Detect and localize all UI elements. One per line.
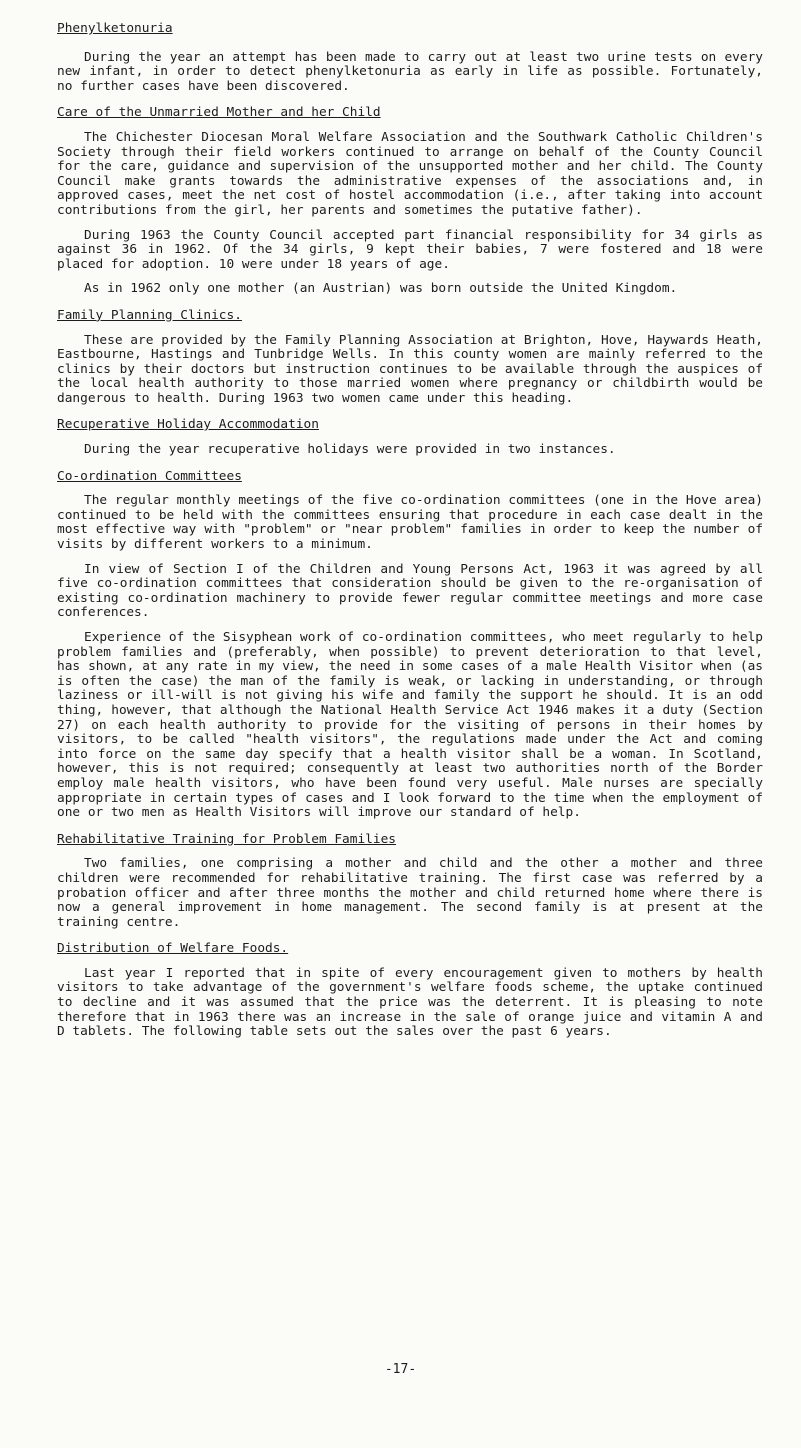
section-unmarried-mother — [57, 106, 763, 297]
section-heading: Family Planning Clinics. — [57, 307, 242, 323]
section-heading: Recuperative Holiday Accommodation — [57, 417, 319, 433]
paragraph: These are provided by the Family Planning Association at Brighton, Hove, Haywards Heath, Eastbourne, Hastings and Tunbridge Wells. In this county women are mainly referred to the clinics by their doctors but instruction continues to be available through the auspices of the local health authority to those married women where pregnancy or childbirth would be dangerous to health. During 1963 two women came under this heading. — [57, 332, 763, 406]
page-number: -17- — [384, 1362, 417, 1377]
section-family-planning — [57, 309, 763, 407]
paragraph: The regular monthly meetings of the five co-ordination committees (one in the Hove area) continued to be held with the committees ensuring that procedure in each case dealt in the most effective way with "problem" or "near problem" families in order to keep the number of visits by different workers to a minimum. — [57, 493, 763, 553]
section-heading: Rehabilitative Training for Problem Families — [57, 831, 396, 847]
section-heading: Co-ordination Committees — [57, 468, 242, 484]
paragraph: The Chichester Diocesan Moral Welfare Association and the Southwark Catholic Children's Society through their field workers continued to arrange on behalf of the County Council for the care, guidance and supervision of the unsupported mother and her child. The County Council make grants towards the administrative expenses of the associations and, in approved cases, meet the net cost of hostel accommodation (i.e., after taking into account contributions from the girl, her parents and sometimes the putative father). — [57, 129, 763, 218]
section-welfare-foods — [57, 942, 763, 1040]
section-co-ordination — [57, 470, 763, 821]
section-recuperative-holiday — [57, 418, 763, 457]
section-rehabilitative-training — [57, 833, 763, 931]
paragraph: In view of Section I of the Children and Young Persons Act, 1963 it was agreed by all five co-ordination committees that consideration should be given to the re-organisation of existing co-ordination machinery to provide fewer regular committee meetings and more case conferences. — [57, 561, 763, 621]
paragraph: During the year recuperative holidays were provided in two instances. — [84, 442, 616, 458]
section-heading: Care of the Unmarried Mother and her Child — [57, 105, 381, 121]
document-page — [57, 22, 763, 1052]
section-heading: Phenylketonuria — [57, 21, 173, 36]
paragraph: As in 1962 only one mother (an Austrian) was born outside the United Kingdom. — [84, 281, 678, 297]
paragraph: Experience of the Sisyphean work of co-ordination committees, who meet regularly to help problem families and (preferably, when possible) to prevent deterioration to that level, has shown, at any rate in my view, the need in some cases of a male Health Visitor when (as is often the case) the man of the family is weak, or lacking in understanding, or through laziness or ill-will is not giving his wife and family the support he should. It is an odd thing, however, that although the National Health Service Act 1946 makes it a duty (Section 27) on each health authority to provide for the visiting of persons in their homes by visitors, to be called "health visitors", the regulations made under the Act and coming into force on the same day specify that a health visitor shall be a woman. In Scotland, however, this is not required; consequently at least two authorities north of the Border employ male health visitors, who have been found very useful. Male nurses are specially appropriate in certain types of cases and I look forward to the time when the employment of one or two men as Health Visitors will improve our standard of help. — [57, 630, 763, 821]
paragraph: Last year I reported that in spite of every encouragement given to mothers by health visitors to take advantage of the government's welfare foods scheme, the uptake continued to decline and it was assumed that the price was the deterrent. It is pleasing to note therefore that in 1963 there was an increase in the sale of orange juice and vitamin A and D tablets. The following table sets out the sales over the past 6 years. — [57, 965, 763, 1040]
section-heading: Distribution of Welfare Foods. — [57, 941, 289, 957]
paragraph: Two families, one comprising a mother and child and the other a mother and three children were recommended for rehabilitative training. The first case was referred by a probation officer and after three months the mother and child returned home where there is now a general improvement in home management. The second family is at present at the training centre. — [57, 856, 763, 930]
section-phenylketonuria — [57, 22, 763, 94]
paragraph: During the year an attempt has been made to carry out at least two urine tests on every new infant, in order to detect phenylketonuria as early in life as possible. Fortunately, no further cases have been discovered. — [57, 49, 763, 94]
paragraph: During 1963 the County Council accepted part financial responsibility for 34 girls as against 36 in 1962. Of the 34 girls, 9 kept their babies, 7 were fostered and 18 were placed for adoption. 10 were under 18 years of age. — [57, 227, 763, 272]
